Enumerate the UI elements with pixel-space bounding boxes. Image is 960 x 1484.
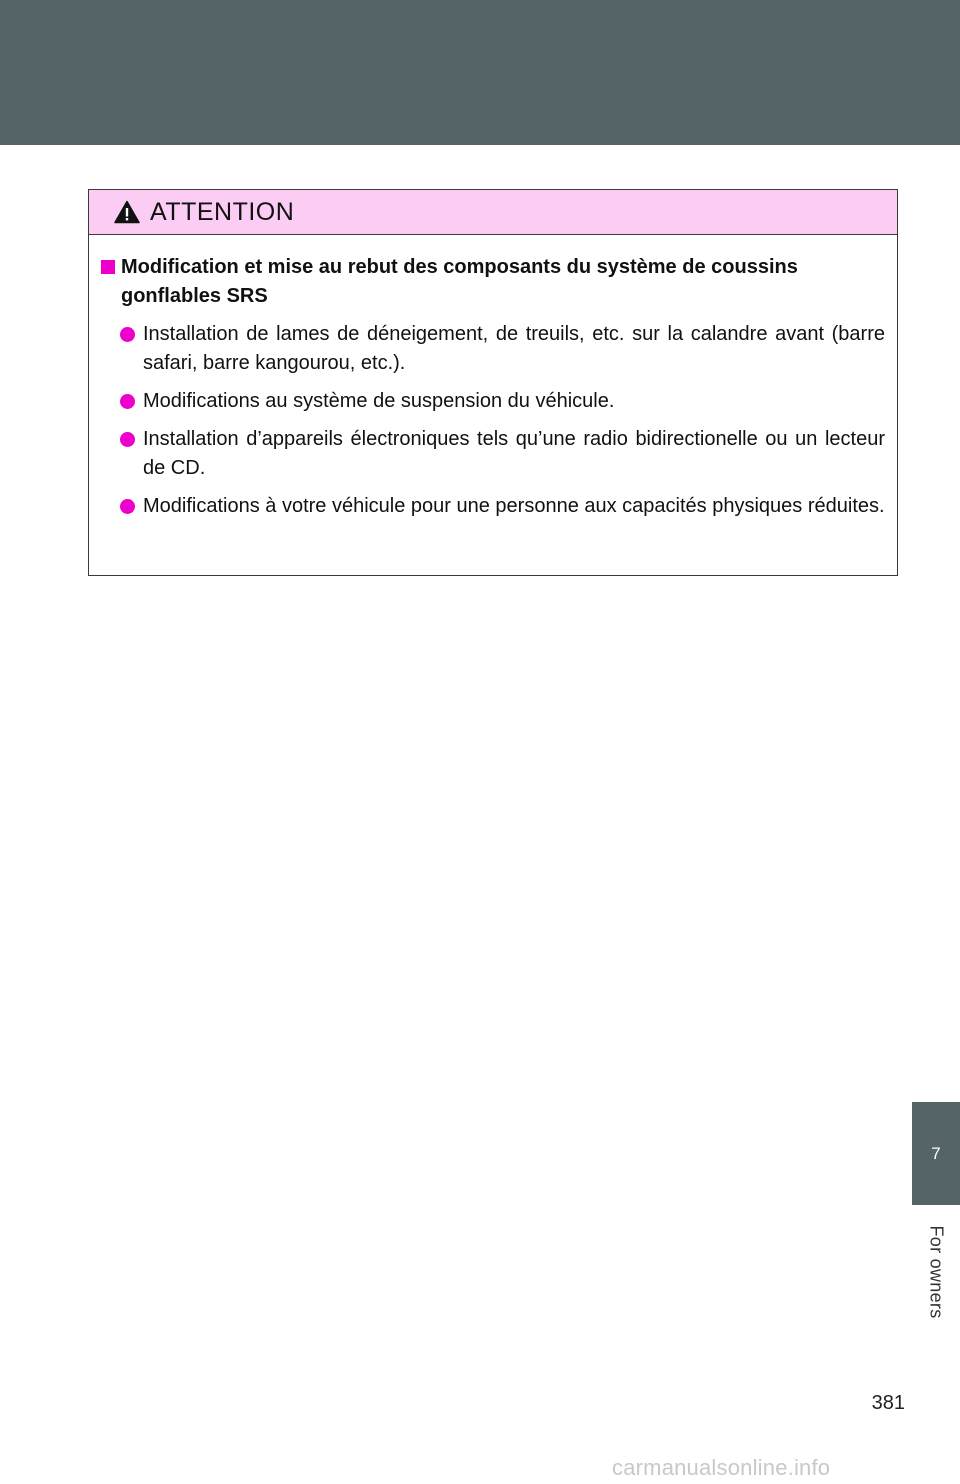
section-heading — [101, 253, 885, 311]
circle-bullet-icon — [120, 327, 135, 342]
watermark: carmanualsonline.info — [612, 1455, 831, 1480]
list-item-text: Installation d’appareils électroniques tels qu’une radio bidirectionelle ou un lecteur de CD. — [143, 428, 885, 479]
attention-header — [89, 190, 897, 235]
square-bullet-icon — [101, 260, 115, 274]
header-band — [0, 0, 960, 145]
list-item-text: Modifications au système de suspension du véhicule. — [143, 390, 615, 412]
chapter-label: For owners — [926, 1225, 947, 1319]
circle-bullet-icon — [120, 499, 135, 514]
list-item — [120, 320, 885, 378]
chapter-tab[interactable]: 7 — [912, 1102, 960, 1205]
list-item-text: Modifications à votre véhicule pour une personne aux capacités physiques réduites. — [143, 495, 885, 517]
attention-title: ATTENTION — [150, 197, 295, 226]
list-item — [120, 387, 885, 416]
attention-body — [89, 235, 897, 521]
list-item-text: Installation de lames de déneigement, de treuils, etc. sur la calandre avant (barre safari, barre kangourou, etc.). — [143, 323, 885, 374]
chapter-label-area — [912, 1205, 960, 1340]
section-heading-text: Modification et mise au rebut des composants du système de coussins gonflables SRS — [121, 256, 798, 307]
attention-box — [88, 189, 898, 576]
warning-triangle-icon — [114, 200, 140, 224]
circle-bullet-icon — [120, 394, 135, 409]
list-item — [120, 425, 885, 483]
page-number: 381 — [871, 1392, 905, 1414]
list-item — [120, 492, 885, 521]
circle-bullet-icon — [120, 432, 135, 447]
